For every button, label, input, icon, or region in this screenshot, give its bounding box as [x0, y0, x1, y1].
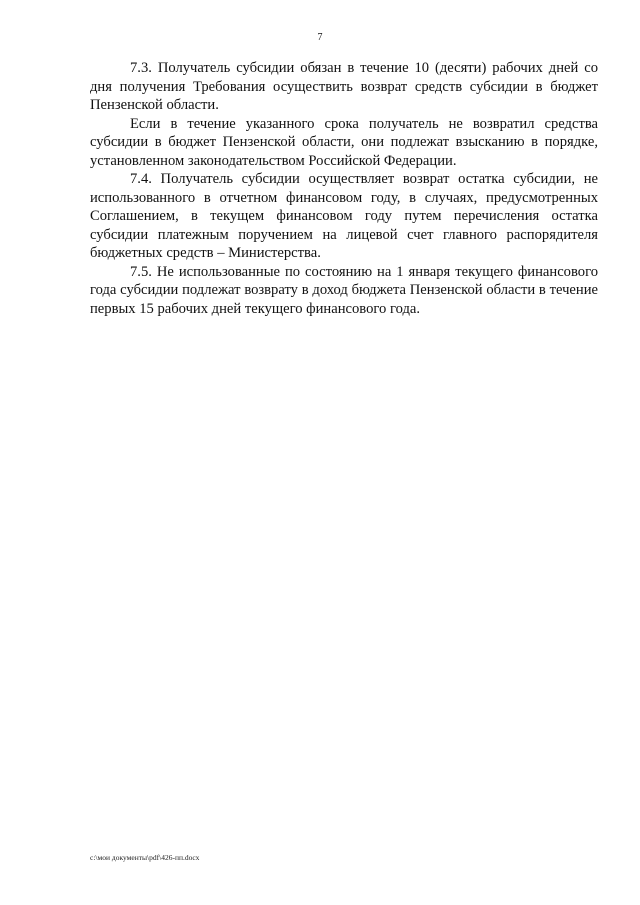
paragraph-7-3-continuation: Если в течение указанного срока получатель не возвратил средства субсидии в бюджет Пензенской области, они подлежат взысканию в порядке, установленном законодательством Российской Федерации. — [90, 115, 598, 169]
document-body — [90, 59, 598, 318]
paragraph-7-5: 7.5. Не использованные по состоянию на 1 января текущего финансового года субсидии подлежат возврату в доход бюджета Пензенской области в течение первых 15 рабочих дней текущего финансового года. — [90, 263, 598, 317]
paragraph-7-4: 7.4. Получатель субсидии осуществляет возврат остатка субсидии, не использованного в отчетном финансовом году, в случаях, предусмотренных Соглашением, в текущем финансовом году путем перечисления остатка субсидии платежным поручением на лицевой счет главного распорядителя бюджетных средств – Министерства. — [90, 171, 598, 261]
paragraph-7-3: 7.3. Получатель субсидии обязан в течение 10 (десяти) рабочих дней со дня получения Требования осуществить возврат средств субсидии в бюджет Пензенской области. — [90, 60, 598, 113]
page-number: 7 — [317, 32, 323, 43]
footer-file-path: c:\мои документы\pdf\426-пп.docx — [90, 853, 200, 862]
